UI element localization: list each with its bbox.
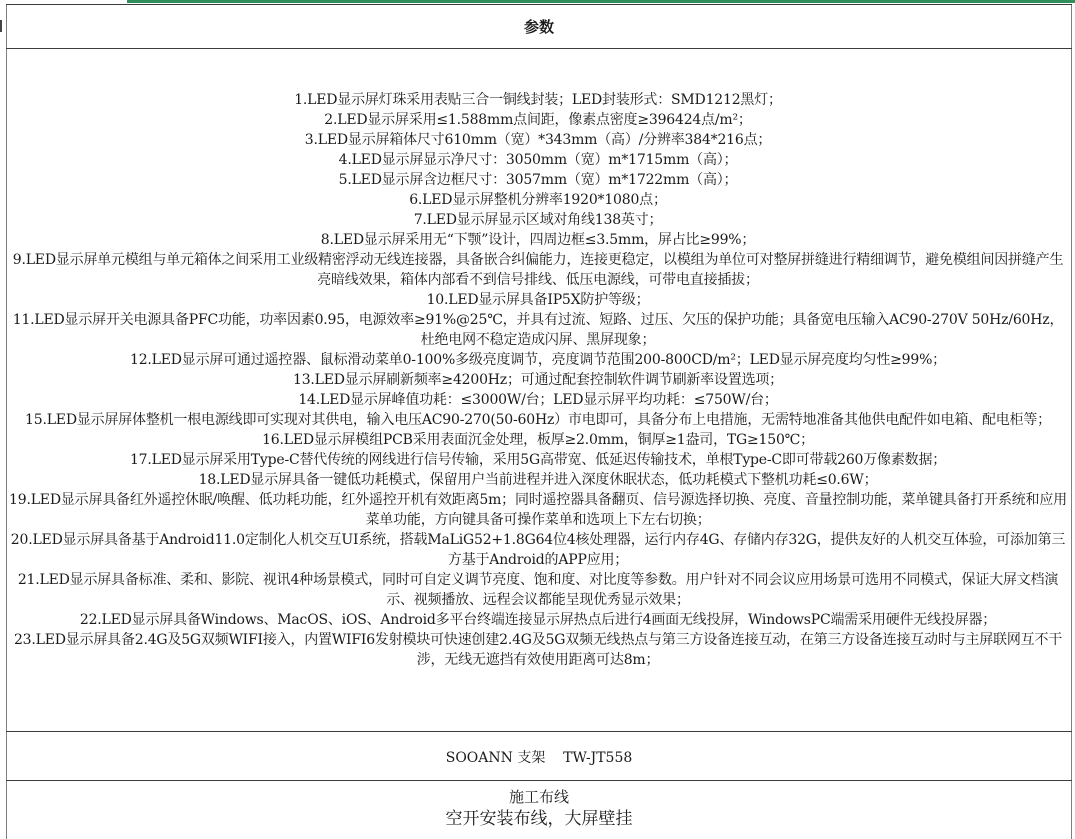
install-description: 空开安装布线，大屏壁挂 [445,809,633,829]
param-line: 11.LED显示屏开关电源具备PFC功能，功率因素0.95，电源效率≥91%@25℃，并具有过流、短路、过压、欠压的保护功能；具备宽电压输入AC90-270V 50Hz/60Hz，杜绝电网不稳定造成闪屏、黑屏现象； [12,312,1064,348]
param-line: 8.LED显示屏采用无“下颚”设计，四周边框≤3.5mm，屏占比≥99%； [320,232,756,248]
install-title: 施工布线 [508,788,569,806]
param-line: 15.LED显示屏屏体整机一根电源线即可实现对其供电，输入电压AC90-270(50-60Hz）市电即可，具备分布上电措施，无需特地准备其他供电配件如电箱、配电柜等； [25,412,1051,428]
param-line: 1.LED显示屏灯珠采用表贴三合一铜线封装；LED封装形式：SMD1212黑灯； [294,92,782,108]
column-gridline-right [1071,4,1072,839]
install-cell[interactable] [7,786,1071,839]
param-line: 17.LED显示屏采用Type-C替代传统的网线进行信号传输，采用5G高带宽、低延迟传输技术，单根Type-C即可带载260万像素数据； [129,452,947,468]
param-line: 14.LED显示屏峰值功耗：≤3000W/台；LED显示屏平均功耗：≤750W/台； [298,392,778,408]
row-border-model [6,780,1072,781]
params-cell[interactable] [7,90,1069,690]
param-line: 6.LED显示屏整机分辨率1920*1080点； [409,192,667,208]
model-text: SOOANN 支架 TW-JT558 [445,749,633,766]
param-line: 9.LED显示屏单元模组与单元箱体之间采用工业级精密浮动无线连接器，具备嵌合纠偏能力，连接更稳定，以模组为单位可对整屏拼缝进行精细调节，避免模组间因拼缝产生亮暗线效果，箱体内部看不到信号排线、低压电源线，可带电直接插拔； [12,252,1064,288]
param-line: 18.LED显示屏具备一键低功耗模式，保留用户当前进程并进入深度休眠状态，低功耗模式下整机功耗≤0.6W； [198,472,878,488]
selected-column-indicator [127,0,1075,3]
param-line: 22.LED显示屏具备Windows、MacOS、iOS、Android多平台终端连接显示屏热点后进行4画面无线投屏，WindowsPC端需采用硬件无线投屏器； [79,612,997,628]
param-line: 5.LED显示屏含边框尺寸：3057mm（宽）m*1722mm（高）； [338,172,738,188]
param-line: 3.LED显示屏箱体尺寸610mm（宽）*343mm（高）/分辨率384*216点； [304,132,772,148]
row-edge-marker [0,20,5,32]
param-line: 21.LED显示屏具备标准、柔和、影院、视讯4种场景模式，同时可自定义调节亮度、饱和度、对比度等参数。用户针对不同会议应用场景可选用不同模式，保证大屏文档演示、视频播放、远程会议都能呈现优秀显示效果； [17,572,1059,608]
param-line: 23.LED显示屏具备2.4G及5G双频WIFI接入，内置WIFI6发射模块可快速创建2.4G及5G双频无线热点与第三方设备连接互动，在第三方设备连接互动时与主屏联网互不干涉，无线无遮挡有效使用距离可达8m； [13,632,1063,668]
param-line: 16.LED显示屏模组PCB采用表面沉金处理，板厚≥2.0mm，铜厚≥1盎司，TG≥150℃； [262,432,814,448]
param-line: 13.LED显示屏刷新频率≥4200Hz；可通过配套控制软件调节刷新率设置选项； [293,372,783,388]
header-cell-params[interactable]: 参数 [523,18,554,36]
param-line: 12.LED显示屏可通过遥控器、鼠标滑动菜单0-100%多级亮度调节，亮度调节范围200-800CD/m²；LED显示屏亮度均匀性≥99%； [130,352,946,368]
param-line: 7.LED显示屏显示区域对角线138英寸； [413,212,663,228]
param-line: 20.LED显示屏具备基于Android11.0定制化人机交互UI系统，搭载MaLiG52+1.8G64位4核处理器，运行内存4G、存储内存32G，提供友好的人机交互体验，可添加第三方基于Android的APP应用； [10,532,1066,568]
model-cell[interactable] [7,733,1071,780]
param-line: 2.LED显示屏采用≤1.588mm点间距，像素点密度≥396424点/m²； [324,112,752,128]
row-border-header [6,48,1072,49]
param-line: 4.LED显示屏显示净尺寸：3050mm（宽）m*1715mm（高）； [338,152,738,168]
param-line: 10.LED显示屏具备IP5X防护等级； [426,292,650,308]
row-border-params [6,731,1072,732]
param-line: 19.LED显示屏具备红外遥控休眠/唤醒、低功耗功能，红外遥控开机有效距离5m；同时遥控器具备翻页、信号源选择切换、亮度、音量控制功能，菜单键具备打开系统和应用菜单功能，方向键具备可操作菜单和选项上下左右切换； [9,492,1067,528]
